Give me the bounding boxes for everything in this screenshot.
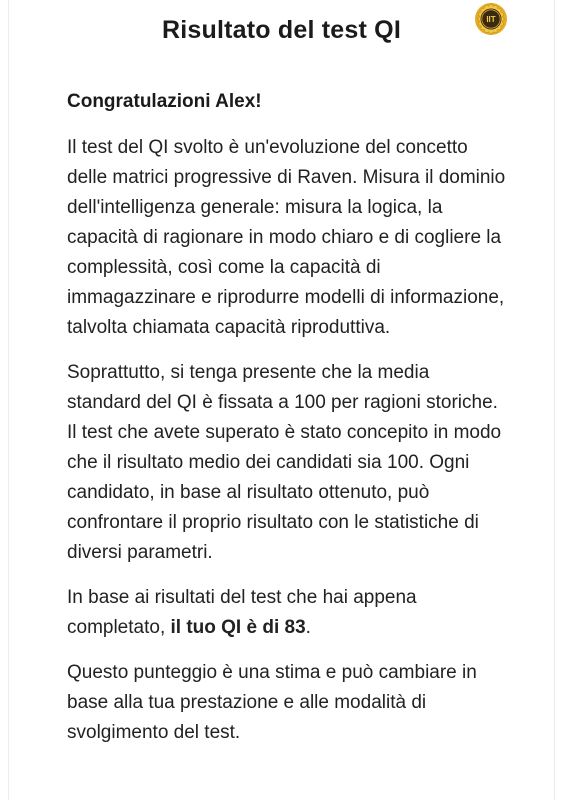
greeting-text: Congratulazioni Alex! <box>67 91 262 112</box>
result-card <box>8 0 555 800</box>
result-content <box>67 87 507 763</box>
paragraph-disclaimer: Questo punteggio è una stima e può cambiare in base alla tua prestazione e alle modalità di svolgimento del test. <box>67 662 477 743</box>
score-result-text: il tuo QI è di 83 <box>170 617 306 638</box>
paragraph-score <box>67 583 507 643</box>
page-title: Risultato del test QI <box>162 16 401 44</box>
paragraph-description: Il test del QI svolto è un'evoluzione del concetto delle matrici progressive di Raven. Misura il dominio dell'intelligenza generale: misura la logica, la capacità di ragionare in modo chiaro e di cogliere la complessità, così come la capacità di immagazzinare e riprodurre modelli di informazione, talvolta chiamata capacità riproduttiva. <box>67 137 506 338</box>
score-suffix-text: . <box>305 617 311 638</box>
score-intro-text: In base ai risultati del test che hai appena completato, <box>67 587 417 638</box>
gold-seal-icon <box>474 2 508 36</box>
paragraph-standard: Soprattutto, si tenga presente che la media standard del QI è fissata a 100 per ragioni storiche. Il test che avete superato è stato concepito in modo che il risultato medio dei candidati sia 100. Ogni candidato, in base al risultato ottenuto, può confrontare il proprio risultato con le statistiche di diversi parametri. <box>67 362 502 563</box>
badge-label: IIT <box>486 15 496 24</box>
